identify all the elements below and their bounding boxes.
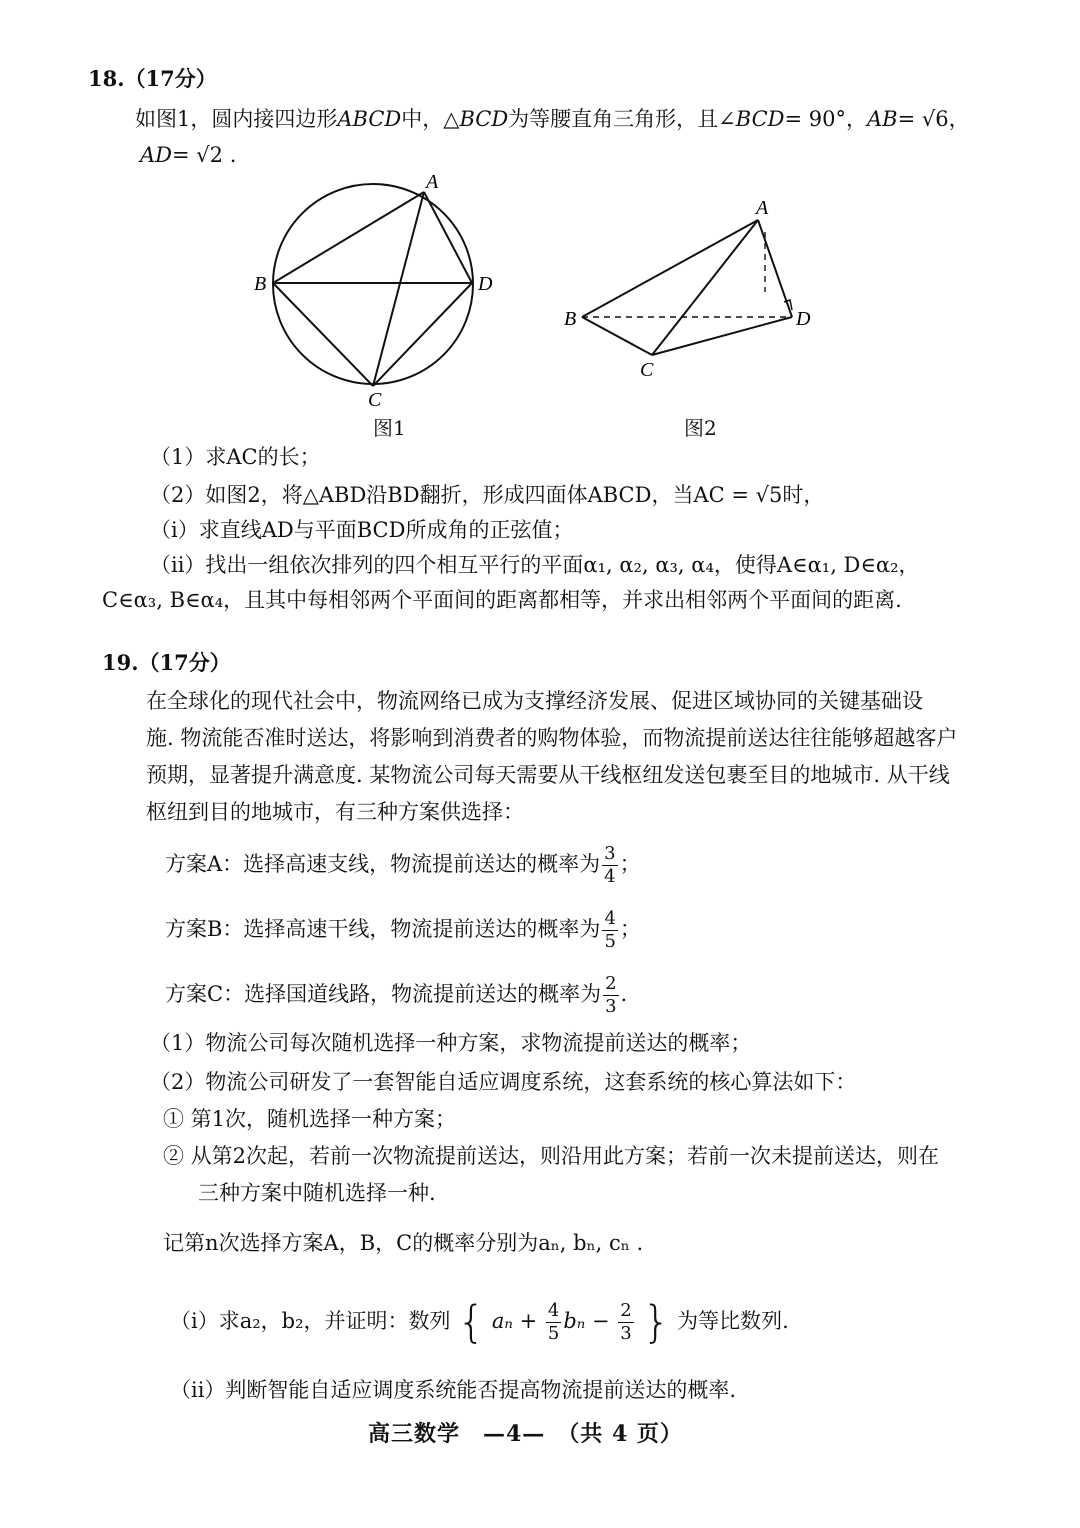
plan-c-numerator: 2 (605, 973, 617, 994)
part-i-text: （i）求a₂，b₂，并证明：数列 (170, 1309, 451, 1333)
constant-fraction (618, 1300, 633, 1345)
q18-part2-ii-line2: C∈α₃, B∈α₄，且其中每相邻两个平面间的距离都相等，并求出相邻两个平面间的距离. (102, 588, 902, 612)
q18-stem-abcd: ABCD (337, 107, 402, 131)
plan-c-end: . (620, 982, 628, 1006)
plan-b-numerator: 4 (604, 908, 616, 929)
fig1-label-d: D (478, 273, 493, 295)
q19-part2: （2）物流公司研发了一套智能自适应调度系统，这套系统的核心算法如下： (150, 1070, 857, 1094)
figure-2-tetrahedron (560, 192, 830, 387)
q18-stem-angle: BCD (735, 107, 785, 131)
fig2-edge-ab (582, 220, 758, 317)
q18-stem-bcd: BCD (459, 107, 509, 131)
q18-part2-i: （i）求直线AD与平面BCD所成角的正弦值； (150, 518, 574, 542)
q19-header: 19.（17分） (102, 650, 231, 675)
coefficient-numerator: 4 (547, 1300, 560, 1321)
left-brace: { (457, 1296, 486, 1348)
q19-intro-line1: 在全球化的现代社会中，物流网络已成为支撑经济发展、促进区域协同的关键基础设 (146, 689, 923, 713)
fig1-label-a: A (426, 171, 439, 193)
sequence-term-a: aₙ + (491, 1309, 538, 1333)
q19-part2-ii: （ii）判断智能自适应调度系统能否提高物流提前送达的概率. (170, 1378, 737, 1402)
fig2-edge-ad (758, 220, 792, 317)
q18-stem-text: = √6， (897, 107, 970, 131)
coefficient-denominator: 5 (547, 1323, 560, 1344)
q18-stem-text: = 90°， (784, 107, 868, 131)
q19-plan-a (165, 842, 641, 888)
q18-stem-ab: AB (867, 107, 898, 131)
part-i-end: 为等比数列. (677, 1309, 789, 1333)
q19-part1: （1）物流公司每次随机选择一种方案，求物流提前送达的概率； (150, 1031, 752, 1055)
q19-step2-line2: 三种方案中随机选择一种. (198, 1181, 436, 1205)
fig1-edge-ac (373, 192, 424, 386)
fig2-label-d: D (796, 308, 811, 330)
q18-stem-text: 如图1，圆内接四边形 (135, 107, 338, 131)
q18-stem-ad: AD (140, 143, 173, 167)
right-brace: } (642, 1296, 671, 1348)
sequence-term-b: bₙ − (563, 1309, 610, 1333)
plan-a-text: 方案A：选择高速支线，物流提前送达的概率为 (165, 852, 601, 876)
q19-part2-i (170, 1296, 789, 1348)
plan-b-text: 方案B：选择高速干线，物流提前送达的概率为 (165, 917, 601, 941)
figure-1-circle-quadrilateral (240, 170, 520, 415)
q18-header: 18.（17分） (88, 66, 217, 91)
fig1-edge-ab (273, 192, 424, 283)
fig2-label-c: C (640, 359, 654, 381)
plan-c-denominator: 3 (605, 996, 617, 1017)
plan-a-denominator: 4 (604, 866, 616, 887)
q18-part2-ii-line1: （ii）找出一组依次排列的四个相互平行的平面α₁, α₂, α₃, α₄，使得A∈α₁, D∈α₂， (150, 553, 920, 577)
constant-denominator: 3 (620, 1323, 632, 1344)
figure-2-caption: 图2 (684, 416, 717, 440)
q18-stem-text: = √2 . (172, 143, 237, 167)
plan-b-probability (602, 908, 617, 953)
fig1-label-c: C (368, 389, 382, 411)
fig2-edge-cd (652, 317, 792, 355)
figure-1-caption: 图1 (373, 416, 406, 440)
constant-numerator: 2 (620, 1300, 632, 1321)
q18-stem-text: 为等腰直角三角形，且∠ (508, 107, 736, 131)
q18-stem-line1 (135, 104, 970, 134)
plan-c-text: 方案C：选择国道线路，物流提前送达的概率为 (165, 982, 602, 1006)
q18-part1: （1）求AC的长； (150, 445, 321, 469)
coefficient-fraction (546, 1300, 561, 1345)
page-footer: 高三数学 —4— （共 4 页） (368, 1421, 683, 1447)
plan-b-end: ； (619, 917, 641, 941)
plan-c-probability (603, 973, 618, 1018)
q19-plan-c (165, 972, 627, 1018)
fig1-edge-ad (424, 192, 472, 283)
q19-step2-line1: ② 从第2次起，若前一次物流提前送达，则沿用此方案；若前一次未提前送达，则在 (163, 1144, 940, 1168)
fig2-label-b: B (564, 308, 577, 330)
fig2-edge-ac (652, 220, 758, 355)
plan-b-denominator: 5 (604, 931, 616, 952)
q19-record: 记第n次选择方案A，B，C的概率分别为aₙ, bₙ, cₙ . (163, 1231, 644, 1255)
fig2-label-a: A (756, 197, 769, 219)
plan-a-numerator: 3 (604, 843, 616, 864)
fig2-edge-bc (582, 317, 652, 355)
q18-stem-line2 (140, 140, 236, 170)
q18-part2: （2）如图2，将△ABD沿BD翻折，形成四面体ABCD，当AC = √5时， (150, 483, 825, 507)
q19-intro-line3: 预期，显著提升满意度. 某物流公司每天需要从干线枢纽发送包裹至目的地城市. 从干线 (146, 763, 950, 787)
plan-a-end: ； (619, 852, 641, 876)
fig1-label-b: B (254, 273, 267, 295)
q19-plan-b (165, 907, 641, 953)
q18-stem-text: 中，△ (401, 107, 460, 131)
q19-intro-line4: 枢纽到目的地城市，有三种方案供选择： (146, 800, 524, 824)
plan-a-probability (602, 843, 617, 888)
q19-step1: ① 第1次，随机选择一种方案； (163, 1107, 457, 1131)
q19-intro-line2: 施. 物流能否准时送达，将影响到消费者的购物体验，而物流提前送达往往能够超越客户 (146, 726, 958, 750)
